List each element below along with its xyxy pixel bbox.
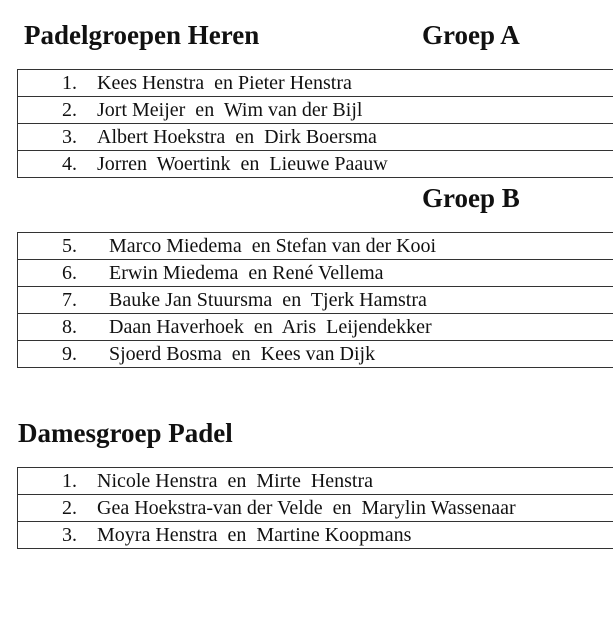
page-title: Padelgroepen Heren bbox=[24, 20, 260, 50]
list-item bbox=[18, 124, 613, 151]
pair-names: Erwin Miedema en René Vellema bbox=[109, 262, 384, 284]
list-item bbox=[18, 314, 613, 341]
pair-names: Moyra Henstra en Martine Koopmans bbox=[97, 524, 412, 546]
group-b-list bbox=[17, 232, 613, 368]
list-item bbox=[18, 151, 613, 178]
pair-names: Marco Miedema en Stefan van der Kooi bbox=[109, 235, 437, 257]
list-item bbox=[18, 287, 613, 314]
item-number: 5. bbox=[62, 235, 77, 257]
group-b-heading: Groep B bbox=[422, 183, 520, 213]
group-a-heading: Groep A bbox=[422, 20, 520, 50]
pair-names: Bauke Jan Stuursma en Tjerk Hamstra bbox=[109, 289, 427, 311]
list-item bbox=[18, 233, 613, 260]
item-number: 3. bbox=[62, 126, 77, 148]
item-number: 9. bbox=[62, 343, 77, 365]
pair-names: Jorren Woertink en Lieuwe Paauw bbox=[97, 153, 388, 175]
group-a-list bbox=[17, 69, 613, 178]
item-number: 3. bbox=[62, 524, 77, 546]
list-item bbox=[18, 522, 613, 549]
item-number: 4. bbox=[62, 153, 77, 175]
dames-heading: Damesgroep Padel bbox=[18, 418, 233, 448]
pair-names: Kees Henstra en Pieter Henstra bbox=[97, 72, 352, 94]
list-item bbox=[18, 495, 613, 522]
list-item bbox=[18, 70, 613, 97]
item-number: 1. bbox=[62, 470, 77, 492]
list-item bbox=[18, 260, 613, 287]
item-number: 8. bbox=[62, 316, 77, 338]
list-item bbox=[18, 97, 613, 124]
list-item bbox=[18, 468, 613, 495]
pair-names: Jort Meijer en Wim van der Bijl bbox=[97, 99, 363, 121]
list-item bbox=[18, 341, 613, 368]
item-number: 6. bbox=[62, 262, 77, 284]
pair-names: Sjoerd Bosma en Kees van Dijk bbox=[109, 343, 376, 365]
item-number: 7. bbox=[62, 289, 77, 311]
pair-names: Gea Hoekstra-van der Velde en Marylin Wassenaar bbox=[97, 497, 516, 519]
dames-list bbox=[17, 467, 613, 549]
item-number: 2. bbox=[62, 497, 77, 519]
item-number: 1. bbox=[62, 72, 77, 94]
pair-names: Albert Hoekstra en Dirk Boersma bbox=[97, 126, 377, 148]
item-number: 2. bbox=[62, 99, 77, 121]
pair-names: Daan Haverhoek en Aris Leijendekker bbox=[109, 316, 432, 338]
pair-names: Nicole Henstra en Mirte Henstra bbox=[97, 470, 374, 492]
